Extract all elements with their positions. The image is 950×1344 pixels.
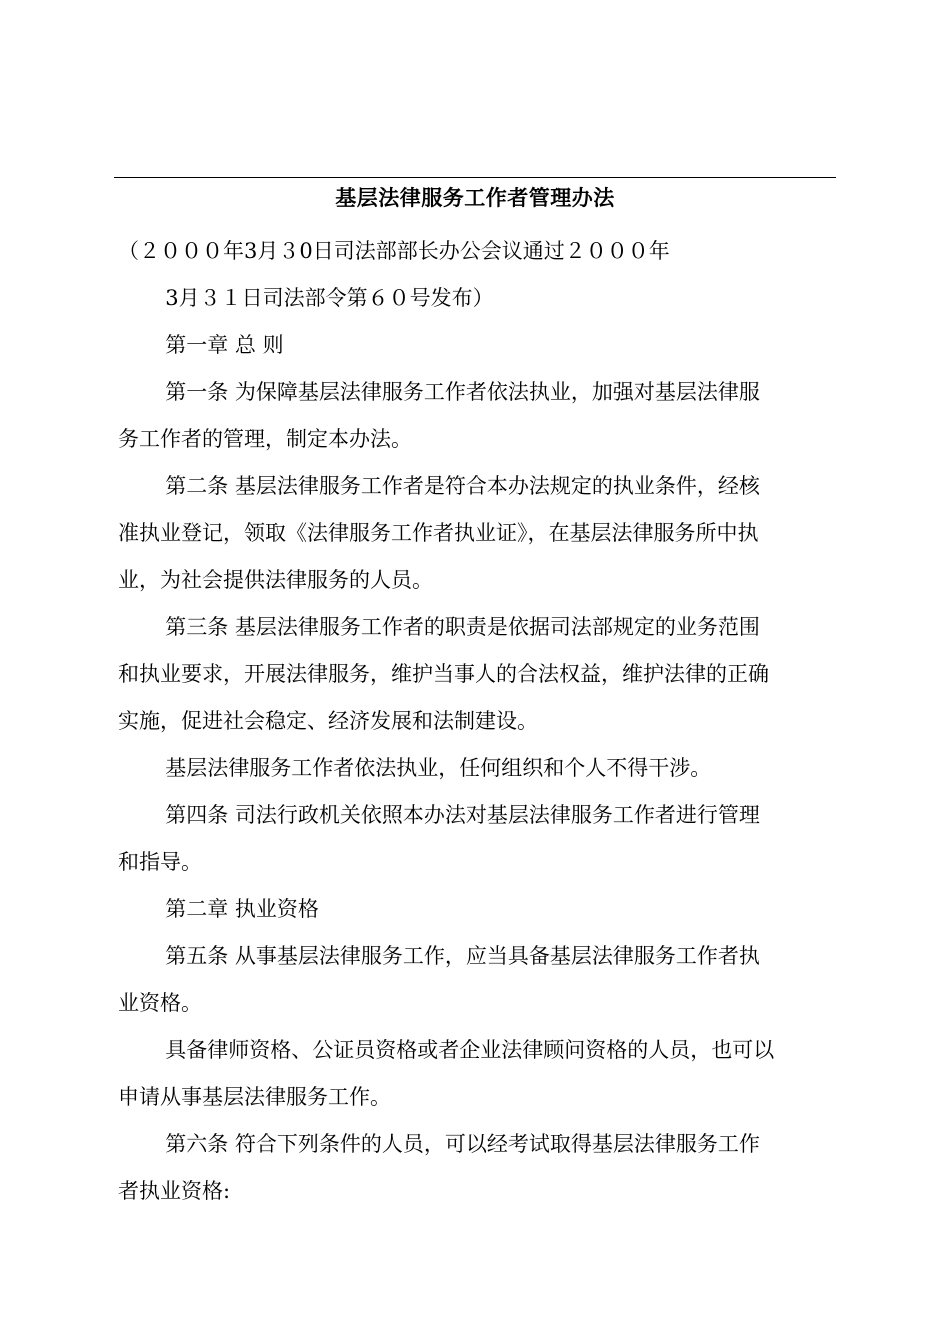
article-4-line-1: 第四条 司法行政机关依照本办法对基层法律服务工作者进行管理 <box>165 803 760 827</box>
article-5-line-2: 业资格。 <box>118 991 202 1015</box>
article-5-paragraph-2-line-1: 具备律师资格、公证员资格或者企业法律顾问资格的人员，也可以 <box>165 1038 775 1062</box>
article-3-line-3: 实施，促进社会稳定、经济发展和法制建设。 <box>118 709 538 733</box>
article-2-line-1: 第二条 基层法律服务工作者是符合本办法规定的执业条件，经核 <box>165 474 760 498</box>
article-6-line-2: 者执业资格: <box>118 1179 231 1203</box>
adoption-note-line-2: 3月３１日司法部令第６０号发布） <box>165 286 494 310</box>
document-body <box>118 228 823 1215</box>
article-2-line-3: 业，为社会提供法律服务的人员。 <box>118 568 433 592</box>
document-title: 基层法律服务工作者管理办法 <box>335 186 615 210</box>
article-6-line-1: 第六条 符合下列条件的人员，可以经考试取得基层法律服务工作 <box>165 1132 760 1156</box>
article-5-paragraph-2-line-2: 申请从事基层法律服务工作。 <box>118 1085 391 1109</box>
chapter-1-heading: 第一章 总 则 <box>165 333 284 357</box>
article-4-line-2: 和指导。 <box>118 850 202 874</box>
chapter-2-heading: 第二章 执业资格 <box>165 897 319 921</box>
article-1-line-2: 务工作者的管理，制定本办法。 <box>118 427 412 451</box>
header-rule <box>114 177 836 178</box>
article-2-line-2: 准执业登记，领取《法律服务工作者执业证》，在基层法律服务所中执 <box>118 521 759 545</box>
article-3-line-2: 和执业要求，开展法律服务，维护当事人的合法权益，维护法律的正确 <box>118 662 769 686</box>
article-5-line-1: 第五条 从事基层法律服务工作，应当具备基层法律服务工作者执 <box>165 944 760 968</box>
article-3-line-1: 第三条 基层法律服务工作者的职责是依据司法部规定的业务范围 <box>165 615 760 639</box>
article-3-paragraph-2: 基层法律服务工作者依法执业，任何组织和个人不得干涉。 <box>165 756 712 780</box>
article-1-line-1: 第一条 为保障基层法律服务工作者依法执业，加强对基层法律服 <box>165 380 760 404</box>
adoption-note-line-1: （２０００年3月３0日司法部部长办公会议通过２０００年 <box>118 239 670 263</box>
